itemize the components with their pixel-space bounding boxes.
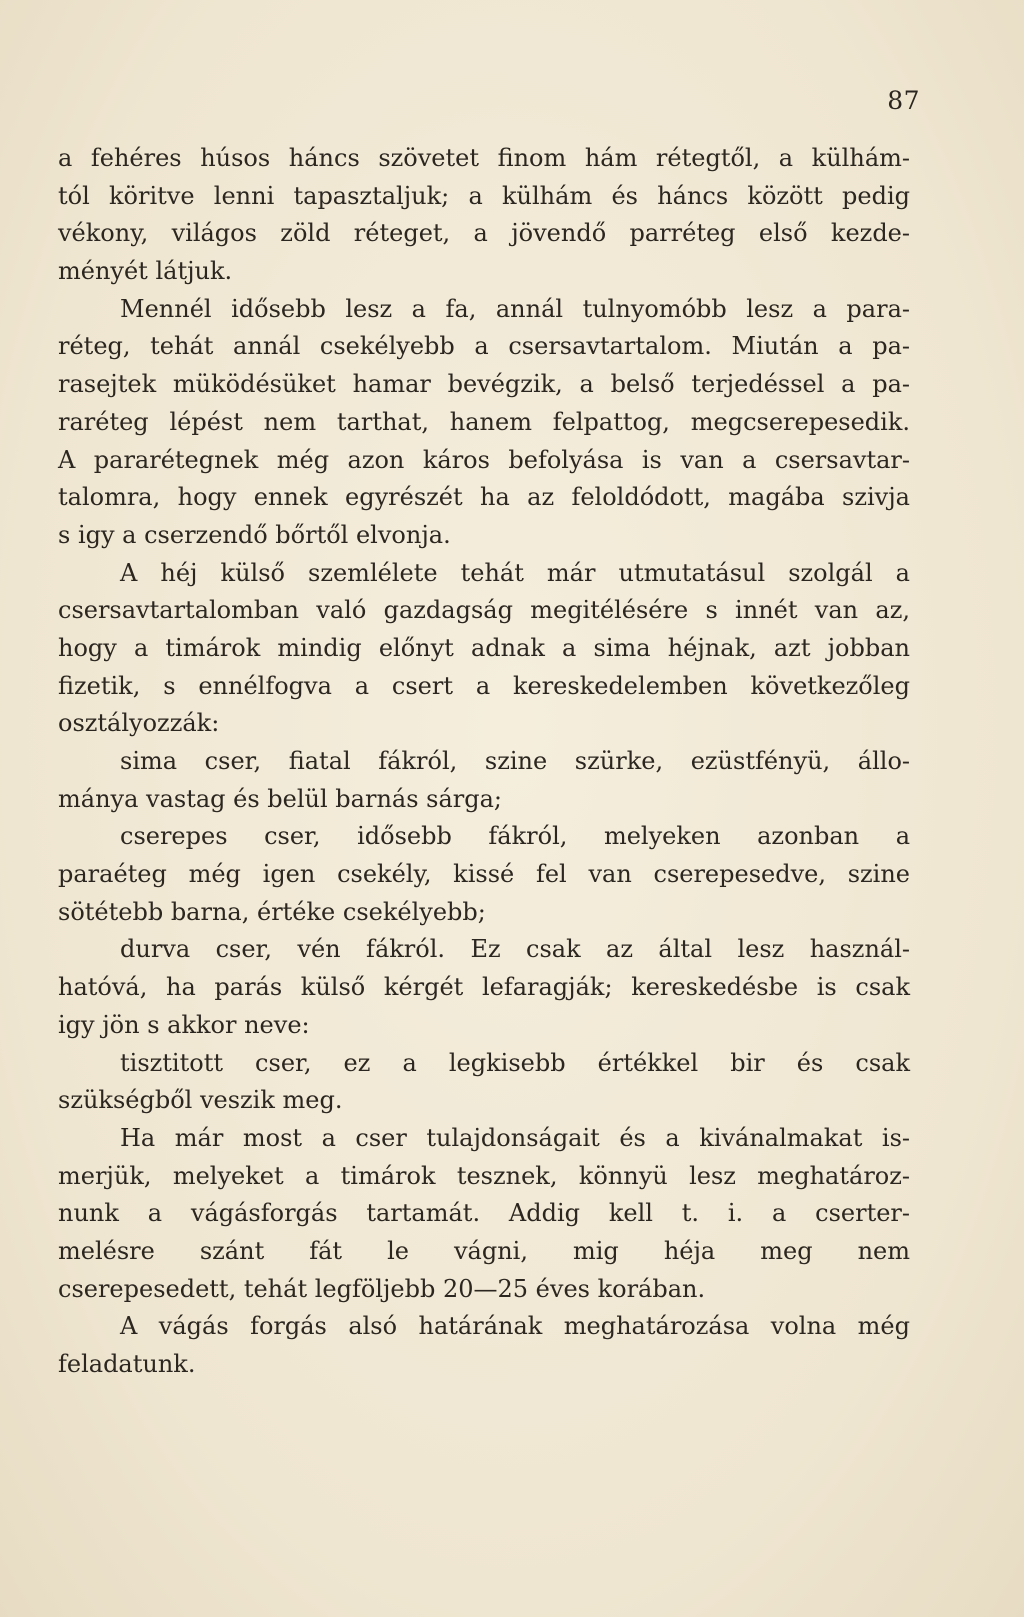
- text-line: Ha már most a cser tulajdonságait és a kivánalmakat is-: [120, 1123, 910, 1152]
- text-line: sötétebb barna, értéke csekélyebb;: [58, 897, 486, 926]
- text-line: hatóvá, ha parás külső kérgét lefaragják; kereskedésbe is csak: [58, 973, 910, 1002]
- text-line: A héj külső szemlélete tehát már utmutatásul szolgál a: [120, 558, 910, 587]
- text-line: mánya vastag és belül barnás sárga;: [58, 784, 503, 813]
- text-line: merjük, melyeket a timárok tesznek, könnyü lesz meghatároz-: [58, 1161, 910, 1190]
- text-line: csersavtartalomban való gazdagság megitélésére s innét van az,: [58, 596, 910, 625]
- text-line: melésre szánt fát le vágni, mig héja meg nem: [58, 1236, 910, 1265]
- text-line: talomra, hogy ennek egyrészét ha az feloldódott, magába szivja: [58, 483, 910, 512]
- text-line: cserepesedett, tehát legföljebb 20—25 éves korában.: [58, 1274, 706, 1303]
- text-line: feladatunk.: [58, 1350, 196, 1378]
- text-line: paraéteg még igen csekély, kissé fel van cserepesedve, szine: [58, 860, 910, 889]
- text-line: réteg, tehát annál csekélyebb a csersavtartalom. Miután a pa-: [58, 332, 910, 361]
- body-text: [58, 140, 910, 1384]
- text-line: raréteg lépést nem tarthat, hanem felpattog, megcserepesedik.: [58, 407, 910, 436]
- text-line: ményét látjuk.: [58, 257, 233, 286]
- text-line: durva cser, vén fákról. Ez csak az által lesz használ-: [120, 935, 910, 964]
- page-number: 87: [887, 86, 920, 115]
- text-line: fizetik, s ennélfogva a csert a kereskedelemben következőleg: [58, 671, 910, 700]
- text-line: a fehéres húsos háncs szövetet finom hám rétegtől, a külhám-: [58, 144, 910, 172]
- text-line: A pararétegnek még azon káros befolyása is van a csersavtar-: [58, 445, 910, 474]
- text-line: A vágás forgás alsó határának meghatározása volna még: [120, 1312, 910, 1341]
- text-line: rasejtek müködésüket hamar bevégzik, a belső terjedéssel a pa-: [58, 370, 910, 399]
- text-line: s igy a cserzendő bőrtől elvonja.: [58, 520, 451, 549]
- text-line: cserepes cser, idősebb fákról, melyeken azonban a: [120, 822, 910, 851]
- text-line: tól köritve lenni tapasztaljuk; a külhám és háncs között pedig: [58, 181, 910, 210]
- text-line: tisztitott cser, ez a legkisebb értékkel bir és csak: [120, 1048, 910, 1077]
- text-line: vékony, világos zöld réteget, a jövendő parréteg első kezde-: [58, 219, 910, 248]
- text-line: osztályozzák:: [58, 709, 220, 738]
- text-line: nunk a vágásforgás tartamát. Addig kell t. i. a cserter-: [58, 1199, 910, 1228]
- text-line: szükségből veszik meg.: [58, 1086, 343, 1115]
- text-line: sima cser, fiatal fákról, szine szürke, ezüstfényü, állo-: [120, 747, 910, 775]
- text-line: Mennél idősebb lesz a fa, annál tulnyomóbb lesz a para-: [120, 294, 910, 323]
- text-line: hogy a timárok mindig előnyt adnak a sima héjnak, azt jobban: [58, 633, 910, 662]
- text-line: igy jön s akkor neve:: [58, 1010, 310, 1039]
